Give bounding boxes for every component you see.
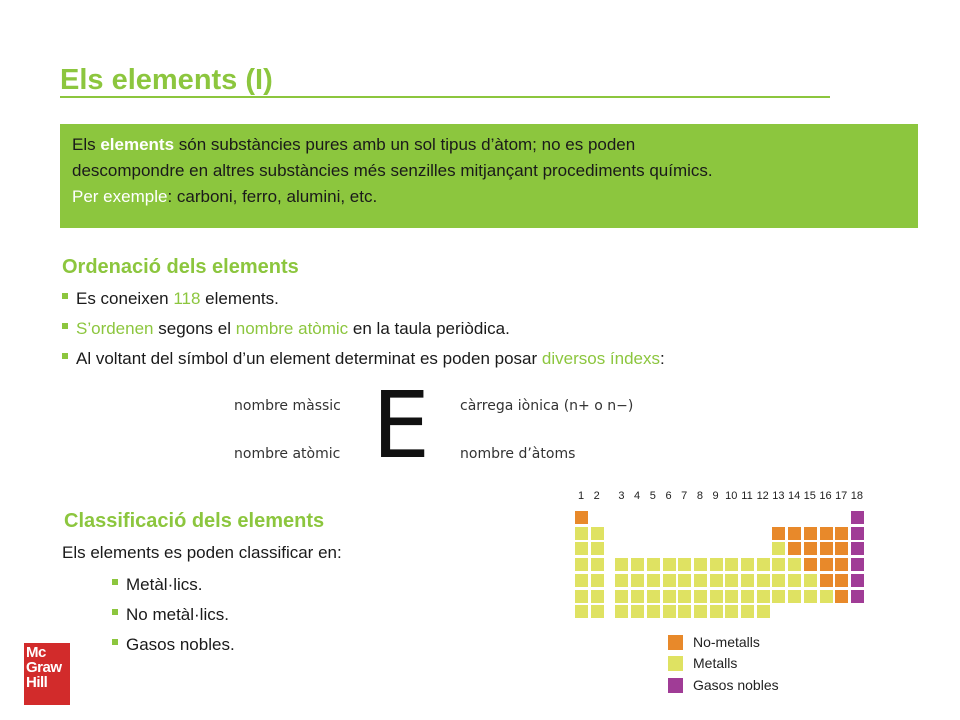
classificacio-heading: Classificació dels elements bbox=[64, 510, 325, 532]
element-cell bbox=[574, 557, 589, 572]
group-number: 15 bbox=[803, 490, 816, 502]
ordenacio-heading: Ordenació dels elements bbox=[62, 256, 299, 278]
label-ionic-charge: càrrega iònica (n+ o n−) bbox=[460, 398, 634, 414]
element-cell bbox=[740, 589, 755, 604]
group-number: 9 bbox=[712, 490, 719, 502]
element-cell bbox=[850, 557, 865, 572]
definition-keyword: elements bbox=[100, 135, 175, 154]
label-mass-number: nombre màssic bbox=[234, 398, 341, 414]
element-cell bbox=[771, 526, 786, 541]
legend-label: Gasos nobles bbox=[693, 677, 779, 693]
element-cell bbox=[709, 557, 724, 572]
element-cell bbox=[850, 541, 865, 556]
element-cell bbox=[771, 541, 786, 556]
group-number: 10 bbox=[725, 490, 738, 502]
element-cell bbox=[834, 573, 849, 588]
element-cell bbox=[803, 526, 818, 541]
element-cell bbox=[630, 589, 645, 604]
list-item: Al voltant del símbol d’un element determinat es poden posar diversos índexs: bbox=[62, 344, 665, 374]
element-cell bbox=[677, 573, 692, 588]
element-cell bbox=[574, 541, 589, 556]
element-cell bbox=[787, 589, 802, 604]
label-atom-count: nombre d’àtoms bbox=[460, 446, 576, 462]
element-cell bbox=[630, 557, 645, 572]
element-cell bbox=[819, 541, 834, 556]
group-number: 8 bbox=[696, 490, 703, 502]
element-cell bbox=[630, 573, 645, 588]
group-number: 13 bbox=[772, 490, 785, 502]
element-cell bbox=[771, 557, 786, 572]
bullet-square-icon bbox=[112, 609, 118, 615]
group-number: 3 bbox=[618, 490, 625, 502]
element-cell bbox=[646, 557, 661, 572]
element-cell bbox=[803, 541, 818, 556]
element-cell bbox=[756, 604, 771, 619]
element-cell bbox=[771, 589, 786, 604]
element-symbol: E bbox=[372, 372, 431, 479]
element-cell bbox=[834, 557, 849, 572]
element-cell bbox=[803, 573, 818, 588]
element-cell bbox=[709, 604, 724, 619]
element-cell bbox=[803, 557, 818, 572]
element-cell bbox=[693, 589, 708, 604]
element-cell bbox=[709, 589, 724, 604]
element-cell bbox=[614, 557, 629, 572]
element-cell bbox=[819, 557, 834, 572]
group-number: 1 bbox=[577, 490, 585, 502]
list-item: Es coneixen 118 elements. bbox=[62, 284, 665, 314]
definition-line-1 bbox=[72, 132, 906, 158]
element-cell bbox=[614, 604, 629, 619]
list-item: Gasos nobles. bbox=[112, 630, 235, 660]
group-number: 11 bbox=[741, 490, 753, 502]
group-number: 7 bbox=[681, 490, 688, 502]
classificacio-intro: Els elements es poden classificar en: bbox=[62, 543, 342, 562]
example-label: Per exemple bbox=[72, 187, 168, 206]
element-cell bbox=[662, 573, 677, 588]
element-cell bbox=[740, 573, 755, 588]
group-number: 14 bbox=[787, 490, 801, 502]
group-number: 4 bbox=[634, 490, 641, 502]
group-number: 16 bbox=[819, 490, 832, 502]
element-cell bbox=[724, 557, 739, 572]
element-cell bbox=[662, 589, 677, 604]
definition-text: són substàncies pures amb un sol tipus d’àtom; no es poden bbox=[174, 135, 636, 154]
element-cell bbox=[614, 589, 629, 604]
element-cell bbox=[693, 604, 708, 619]
legend-item-nonmetals bbox=[668, 634, 760, 650]
element-cell bbox=[574, 604, 589, 619]
element-cell bbox=[834, 526, 849, 541]
element-cell bbox=[850, 589, 865, 604]
element-cell bbox=[740, 604, 755, 619]
legend-swatch bbox=[668, 678, 683, 693]
element-cell bbox=[724, 573, 739, 588]
definition-text: Els bbox=[72, 135, 101, 154]
element-cell bbox=[709, 573, 724, 588]
element-cell bbox=[693, 573, 708, 588]
bullet-square-icon bbox=[62, 353, 68, 359]
element-cell bbox=[740, 557, 755, 572]
element-cell bbox=[574, 526, 589, 541]
element-cell bbox=[787, 541, 802, 556]
group-number: 18 bbox=[850, 490, 864, 502]
label-atomic-number: nombre atòmic bbox=[234, 446, 341, 462]
element-cell bbox=[677, 589, 692, 604]
element-cell bbox=[646, 604, 661, 619]
definition-line-2: descompondre en altres substàncies més senzilles mitjançant procediments químics. bbox=[72, 161, 713, 180]
element-cell bbox=[787, 557, 802, 572]
bullet-square-icon bbox=[112, 579, 118, 585]
mcgraw-hill-logo: Mc Graw Hill bbox=[24, 643, 70, 705]
element-cell bbox=[646, 573, 661, 588]
legend-item-noble-gases bbox=[668, 677, 779, 693]
page-title: Els elements (I) bbox=[60, 64, 273, 96]
element-cell bbox=[590, 589, 605, 604]
title-underline bbox=[60, 96, 830, 98]
list-item: S’ordenen segons el nombre atòmic en la taula periòdica. bbox=[62, 314, 665, 344]
group-number: 5 bbox=[649, 490, 656, 502]
list-item: No metàl·lics. bbox=[112, 600, 235, 630]
legend-swatch bbox=[668, 656, 683, 671]
element-cell bbox=[756, 573, 771, 588]
element-cell bbox=[630, 604, 645, 619]
element-cell bbox=[756, 557, 771, 572]
element-cell bbox=[662, 604, 677, 619]
element-cell bbox=[850, 510, 865, 525]
element-cell bbox=[662, 557, 677, 572]
element-cell bbox=[724, 589, 739, 604]
element-cell bbox=[819, 573, 834, 588]
element-cell bbox=[590, 604, 605, 619]
legend-swatch bbox=[668, 635, 683, 650]
element-index-diagram bbox=[232, 372, 672, 486]
element-cell bbox=[693, 557, 708, 572]
group-number: 17 bbox=[835, 490, 848, 502]
element-cell bbox=[677, 604, 692, 619]
legend-label: Metalls bbox=[693, 655, 738, 671]
bullet-square-icon bbox=[112, 639, 118, 645]
element-cell bbox=[590, 526, 605, 541]
element-cell bbox=[819, 526, 834, 541]
bullet-square-icon bbox=[62, 293, 68, 299]
element-cell bbox=[574, 573, 589, 588]
group-number: 12 bbox=[756, 490, 769, 502]
element-cell bbox=[574, 589, 589, 604]
element-cell bbox=[574, 510, 589, 525]
element-cell bbox=[819, 589, 834, 604]
element-cell bbox=[677, 557, 692, 572]
element-cell bbox=[756, 589, 771, 604]
ordenacio-list bbox=[62, 284, 665, 374]
element-cell bbox=[803, 589, 818, 604]
definition-line-3 bbox=[72, 184, 906, 210]
element-cell bbox=[771, 573, 786, 588]
group-number: 6 bbox=[665, 490, 672, 502]
legend-label: No-metalls bbox=[693, 634, 760, 650]
example-text: : carboni, ferro, alumini, etc. bbox=[167, 187, 378, 206]
group-number: 2 bbox=[593, 490, 600, 502]
element-cell bbox=[834, 589, 849, 604]
bullet-square-icon bbox=[62, 323, 68, 329]
legend-item-metals bbox=[668, 655, 737, 671]
element-cell bbox=[850, 526, 865, 541]
element-cell bbox=[590, 557, 605, 572]
list-item: Metàl·lics. bbox=[112, 570, 235, 600]
element-cell bbox=[590, 573, 605, 588]
element-cell bbox=[646, 589, 661, 604]
element-cell bbox=[590, 541, 605, 556]
element-cell bbox=[787, 526, 802, 541]
classificacio-list bbox=[112, 570, 235, 660]
element-cell bbox=[787, 573, 802, 588]
element-cell bbox=[834, 541, 849, 556]
element-cell bbox=[724, 604, 739, 619]
definition-box bbox=[60, 124, 918, 228]
element-cell bbox=[614, 573, 629, 588]
element-cell bbox=[850, 573, 865, 588]
